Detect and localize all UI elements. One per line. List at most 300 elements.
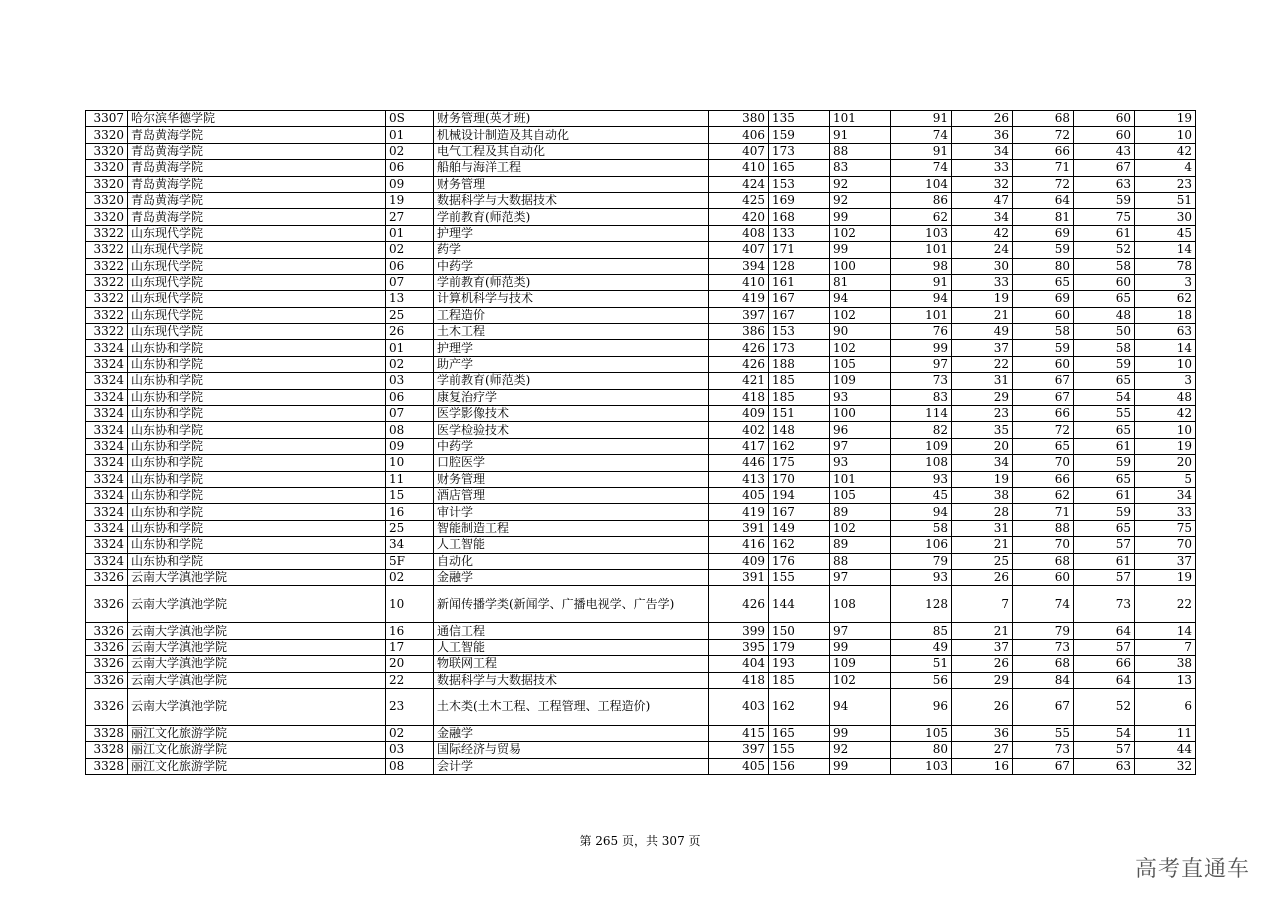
score-col-9-cell: 22: [952, 356, 1013, 372]
score-col-9-cell: 36: [952, 725, 1013, 741]
score-col-6-cell: 149: [769, 520, 830, 536]
score-col-10-cell: 60: [1013, 569, 1074, 585]
major-code-cell: 15: [386, 487, 434, 503]
total-score-cell: 418: [709, 389, 769, 405]
score-col-9-cell: 42: [952, 225, 1013, 241]
school-name-cell: 青岛黄海学院: [128, 143, 386, 159]
score-col-9-cell: 34: [952, 455, 1013, 471]
score-col-12-cell: 42: [1135, 406, 1196, 422]
total-score-cell: 399: [709, 623, 769, 639]
major-code-cell: 08: [386, 422, 434, 438]
major-name-cell: 医学检验技术: [434, 422, 709, 438]
total-score-cell: 402: [709, 422, 769, 438]
score-col-11-cell: 52: [1074, 688, 1135, 725]
score-col-9-cell: 23: [952, 406, 1013, 422]
total-score-cell: 409: [709, 406, 769, 422]
score-col-12-cell: 37: [1135, 553, 1196, 569]
score-col-6-cell: 148: [769, 422, 830, 438]
table-row: [86, 291, 1196, 307]
major-code-cell: 03: [386, 742, 434, 758]
table-row: [86, 225, 1196, 241]
score-col-7-cell: 94: [830, 688, 891, 725]
score-col-7-cell: 101: [830, 111, 891, 127]
major-code-cell: 26: [386, 324, 434, 340]
score-col-6-cell: 173: [769, 143, 830, 159]
score-col-6-cell: 161: [769, 274, 830, 290]
score-col-12-cell: 33: [1135, 504, 1196, 520]
score-col-11-cell: 61: [1074, 438, 1135, 454]
major-code-cell: 0S: [386, 111, 434, 127]
school-code-cell: 3324: [86, 438, 128, 454]
school-code-cell: 3320: [86, 160, 128, 176]
score-col-12-cell: 51: [1135, 192, 1196, 208]
score-col-10-cell: 65: [1013, 274, 1074, 290]
score-col-10-cell: 67: [1013, 758, 1074, 774]
score-col-6-cell: 150: [769, 623, 830, 639]
score-col-10-cell: 66: [1013, 143, 1074, 159]
score-col-10-cell: 68: [1013, 553, 1074, 569]
score-col-11-cell: 65: [1074, 373, 1135, 389]
school-code-cell: 3324: [86, 537, 128, 553]
total-score-cell: 395: [709, 639, 769, 655]
score-col-8-cell: 109: [891, 438, 952, 454]
score-col-7-cell: 88: [830, 143, 891, 159]
total-score-cell: 397: [709, 307, 769, 323]
school-code-cell: 3307: [86, 111, 128, 127]
score-col-9-cell: 28: [952, 504, 1013, 520]
score-col-8-cell: 128: [891, 586, 952, 623]
score-col-9-cell: 26: [952, 688, 1013, 725]
score-col-7-cell: 105: [830, 487, 891, 503]
score-col-11-cell: 65: [1074, 520, 1135, 536]
score-col-10-cell: 73: [1013, 639, 1074, 655]
score-col-10-cell: 74: [1013, 586, 1074, 623]
major-code-cell: 01: [386, 225, 434, 241]
score-col-12-cell: 18: [1135, 307, 1196, 323]
school-name-cell: 云南大学滇池学院: [128, 623, 386, 639]
score-col-10-cell: 62: [1013, 487, 1074, 503]
score-col-8-cell: 79: [891, 553, 952, 569]
score-col-12-cell: 14: [1135, 242, 1196, 258]
score-col-9-cell: 37: [952, 639, 1013, 655]
score-col-8-cell: 91: [891, 143, 952, 159]
score-col-11-cell: 57: [1074, 639, 1135, 655]
major-name-cell: 医学影像技术: [434, 406, 709, 422]
score-col-11-cell: 57: [1074, 537, 1135, 553]
school-name-cell: 哈尔滨华德学院: [128, 111, 386, 127]
table-row: [86, 688, 1196, 725]
major-name-cell: 计算机科学与技术: [434, 291, 709, 307]
score-col-10-cell: 71: [1013, 504, 1074, 520]
score-col-10-cell: 84: [1013, 672, 1074, 688]
total-score-cell: 419: [709, 504, 769, 520]
score-col-6-cell: 175: [769, 455, 830, 471]
table-row: [86, 274, 1196, 290]
score-col-12-cell: 19: [1135, 569, 1196, 585]
major-code-cell: 06: [386, 160, 434, 176]
score-col-6-cell: 173: [769, 340, 830, 356]
school-code-cell: 3326: [86, 639, 128, 655]
major-code-cell: 10: [386, 586, 434, 623]
major-code-cell: 11: [386, 471, 434, 487]
score-col-10-cell: 58: [1013, 324, 1074, 340]
school-name-cell: 青岛黄海学院: [128, 192, 386, 208]
score-col-12-cell: 19: [1135, 111, 1196, 127]
major-code-cell: 27: [386, 209, 434, 225]
school-code-cell: 3326: [86, 623, 128, 639]
major-name-cell: 药学: [434, 242, 709, 258]
major-code-cell: 22: [386, 672, 434, 688]
school-name-cell: 云南大学滇池学院: [128, 586, 386, 623]
school-code-cell: 3328: [86, 725, 128, 741]
table-row: [86, 258, 1196, 274]
school-code-cell: 3320: [86, 127, 128, 143]
table-row: [86, 127, 1196, 143]
score-col-6-cell: 151: [769, 406, 830, 422]
table-row: [86, 307, 1196, 323]
school-name-cell: 丽江文化旅游学院: [128, 725, 386, 741]
score-col-6-cell: 188: [769, 356, 830, 372]
table-body: [86, 111, 1196, 775]
school-code-cell: 3324: [86, 422, 128, 438]
school-code-cell: 3322: [86, 274, 128, 290]
score-col-10-cell: 72: [1013, 422, 1074, 438]
score-col-7-cell: 102: [830, 225, 891, 241]
major-name-cell: 人工智能: [434, 537, 709, 553]
school-name-cell: 山东协和学院: [128, 504, 386, 520]
major-code-cell: 06: [386, 389, 434, 405]
score-col-6-cell: 167: [769, 291, 830, 307]
score-col-11-cell: 48: [1074, 307, 1135, 323]
score-col-6-cell: 133: [769, 225, 830, 241]
score-col-12-cell: 38: [1135, 656, 1196, 672]
score-col-9-cell: 35: [952, 422, 1013, 438]
score-col-8-cell: 94: [891, 291, 952, 307]
score-col-8-cell: 62: [891, 209, 952, 225]
score-col-6-cell: 162: [769, 438, 830, 454]
score-col-8-cell: 101: [891, 242, 952, 258]
score-col-8-cell: 85: [891, 623, 952, 639]
table-row: [86, 192, 1196, 208]
major-code-cell: 16: [386, 623, 434, 639]
total-score-cell: 410: [709, 160, 769, 176]
score-col-7-cell: 99: [830, 758, 891, 774]
score-col-11-cell: 65: [1074, 291, 1135, 307]
score-col-10-cell: 81: [1013, 209, 1074, 225]
score-col-12-cell: 11: [1135, 725, 1196, 741]
score-col-7-cell: 102: [830, 520, 891, 536]
major-name-cell: 财务管理: [434, 471, 709, 487]
score-col-10-cell: 60: [1013, 307, 1074, 323]
major-name-cell: 护理学: [434, 225, 709, 241]
total-score-cell: 446: [709, 455, 769, 471]
score-col-11-cell: 50: [1074, 324, 1135, 340]
school-code-cell: 3322: [86, 258, 128, 274]
major-name-cell: 数据科学与大数据技术: [434, 192, 709, 208]
score-col-12-cell: 45: [1135, 225, 1196, 241]
score-col-12-cell: 10: [1135, 422, 1196, 438]
score-col-11-cell: 60: [1074, 111, 1135, 127]
score-col-11-cell: 66: [1074, 656, 1135, 672]
school-name-cell: 山东协和学院: [128, 537, 386, 553]
score-col-9-cell: 34: [952, 209, 1013, 225]
major-name-cell: 数据科学与大数据技术: [434, 672, 709, 688]
school-code-cell: 3322: [86, 324, 128, 340]
major-code-cell: 09: [386, 438, 434, 454]
school-code-cell: 3320: [86, 143, 128, 159]
major-name-cell: 中药学: [434, 258, 709, 274]
school-name-cell: 山东协和学院: [128, 373, 386, 389]
total-score-cell: 406: [709, 127, 769, 143]
major-name-cell: 学前教育(师范类): [434, 209, 709, 225]
table-row: [86, 422, 1196, 438]
score-col-9-cell: 7: [952, 586, 1013, 623]
table-row: [86, 389, 1196, 405]
total-score-cell: 418: [709, 672, 769, 688]
score-col-8-cell: 105: [891, 725, 952, 741]
major-name-cell: 人工智能: [434, 639, 709, 655]
table-row: [86, 725, 1196, 741]
total-score-cell: 408: [709, 225, 769, 241]
major-code-cell: 07: [386, 406, 434, 422]
school-code-cell: 3322: [86, 225, 128, 241]
school-code-cell: 3326: [86, 672, 128, 688]
score-col-7-cell: 99: [830, 209, 891, 225]
score-col-9-cell: 19: [952, 471, 1013, 487]
table-row: [86, 406, 1196, 422]
school-name-cell: 山东协和学院: [128, 340, 386, 356]
major-code-cell: 02: [386, 356, 434, 372]
major-code-cell: 09: [386, 176, 434, 192]
score-col-11-cell: 64: [1074, 623, 1135, 639]
score-col-10-cell: 71: [1013, 160, 1074, 176]
school-code-cell: 3322: [86, 307, 128, 323]
table-row: [86, 504, 1196, 520]
table-row: [86, 742, 1196, 758]
score-col-9-cell: 31: [952, 520, 1013, 536]
score-col-8-cell: 101: [891, 307, 952, 323]
score-col-9-cell: 26: [952, 111, 1013, 127]
major-code-cell: 02: [386, 725, 434, 741]
school-name-cell: 山东协和学院: [128, 356, 386, 372]
score-col-11-cell: 43: [1074, 143, 1135, 159]
score-col-10-cell: 88: [1013, 520, 1074, 536]
table-row: [86, 340, 1196, 356]
table-row: [86, 537, 1196, 553]
total-score-cell: 404: [709, 656, 769, 672]
table-row: [86, 553, 1196, 569]
table-row: [86, 758, 1196, 774]
school-name-cell: 山东现代学院: [128, 307, 386, 323]
total-score-cell: 421: [709, 373, 769, 389]
score-col-11-cell: 63: [1074, 176, 1135, 192]
major-name-cell: 康复治疗学: [434, 389, 709, 405]
total-score-cell: 424: [709, 176, 769, 192]
major-name-cell: 新闻传播学类(新闻学、广播电视学、广告学): [434, 586, 709, 623]
school-name-cell: 云南大学滇池学院: [128, 672, 386, 688]
page-footer: 第 265 页，共 307 页: [579, 834, 701, 848]
score-col-11-cell: 58: [1074, 258, 1135, 274]
school-name-cell: 丽江文化旅游学院: [128, 742, 386, 758]
total-score-cell: 407: [709, 242, 769, 258]
score-col-10-cell: 70: [1013, 537, 1074, 553]
score-col-8-cell: 114: [891, 406, 952, 422]
score-col-6-cell: 168: [769, 209, 830, 225]
score-col-7-cell: 102: [830, 672, 891, 688]
school-name-cell: 山东现代学院: [128, 274, 386, 290]
table-row: [86, 176, 1196, 192]
score-col-11-cell: 75: [1074, 209, 1135, 225]
table-row: [86, 160, 1196, 176]
score-col-8-cell: 91: [891, 111, 952, 127]
score-col-8-cell: 86: [891, 192, 952, 208]
score-col-8-cell: 104: [891, 176, 952, 192]
total-score-cell: 380: [709, 111, 769, 127]
major-name-cell: 智能制造工程: [434, 520, 709, 536]
score-col-6-cell: 155: [769, 742, 830, 758]
score-col-6-cell: 135: [769, 111, 830, 127]
score-col-10-cell: 68: [1013, 656, 1074, 672]
score-col-6-cell: 194: [769, 487, 830, 503]
score-col-8-cell: 99: [891, 340, 952, 356]
score-col-6-cell: 169: [769, 192, 830, 208]
score-col-9-cell: 33: [952, 160, 1013, 176]
score-col-8-cell: 56: [891, 672, 952, 688]
score-col-8-cell: 74: [891, 160, 952, 176]
score-col-10-cell: 65: [1013, 438, 1074, 454]
total-score-cell: 415: [709, 725, 769, 741]
score-col-10-cell: 72: [1013, 176, 1074, 192]
major-name-cell: 金融学: [434, 569, 709, 585]
school-code-cell: 3324: [86, 553, 128, 569]
score-col-6-cell: 185: [769, 373, 830, 389]
score-col-12-cell: 34: [1135, 487, 1196, 503]
score-col-11-cell: 60: [1074, 127, 1135, 143]
score-col-6-cell: 144: [769, 586, 830, 623]
school-code-cell: 3322: [86, 242, 128, 258]
school-code-cell: 3328: [86, 742, 128, 758]
major-name-cell: 电气工程及其自动化: [434, 143, 709, 159]
score-col-9-cell: 29: [952, 672, 1013, 688]
score-col-8-cell: 96: [891, 688, 952, 725]
school-name-cell: 青岛黄海学院: [128, 209, 386, 225]
score-col-12-cell: 62: [1135, 291, 1196, 307]
score-col-9-cell: 21: [952, 623, 1013, 639]
school-name-cell: 山东协和学院: [128, 487, 386, 503]
watermark: 高考直通车: [1134, 857, 1250, 882]
score-col-8-cell: 91: [891, 274, 952, 290]
table-row: [86, 455, 1196, 471]
score-col-10-cell: 55: [1013, 725, 1074, 741]
score-col-7-cell: 100: [830, 406, 891, 422]
score-col-7-cell: 92: [830, 176, 891, 192]
score-col-12-cell: 10: [1135, 127, 1196, 143]
table-row: [86, 672, 1196, 688]
score-col-9-cell: 37: [952, 340, 1013, 356]
score-col-12-cell: 7: [1135, 639, 1196, 655]
score-col-7-cell: 99: [830, 639, 891, 655]
total-score-cell: 405: [709, 758, 769, 774]
major-code-cell: 03: [386, 373, 434, 389]
score-col-7-cell: 102: [830, 340, 891, 356]
school-code-cell: 3324: [86, 406, 128, 422]
table-row: [86, 209, 1196, 225]
score-col-7-cell: 97: [830, 623, 891, 639]
major-code-cell: 02: [386, 143, 434, 159]
score-col-7-cell: 99: [830, 242, 891, 258]
major-name-cell: 自动化: [434, 553, 709, 569]
score-col-11-cell: 73: [1074, 586, 1135, 623]
score-col-6-cell: 162: [769, 537, 830, 553]
total-score-cell: 413: [709, 471, 769, 487]
school-name-cell: 云南大学滇池学院: [128, 569, 386, 585]
score-col-6-cell: 153: [769, 324, 830, 340]
score-col-7-cell: 83: [830, 160, 891, 176]
school-code-cell: 3324: [86, 455, 128, 471]
score-col-10-cell: 72: [1013, 127, 1074, 143]
school-name-cell: 青岛黄海学院: [128, 160, 386, 176]
score-col-6-cell: 159: [769, 127, 830, 143]
score-col-6-cell: 165: [769, 160, 830, 176]
score-col-12-cell: 70: [1135, 537, 1196, 553]
score-col-12-cell: 6: [1135, 688, 1196, 725]
total-score-cell: 391: [709, 569, 769, 585]
score-col-8-cell: 93: [891, 471, 952, 487]
school-name-cell: 山东协和学院: [128, 471, 386, 487]
total-score-cell: 397: [709, 742, 769, 758]
score-col-11-cell: 57: [1074, 742, 1135, 758]
score-col-10-cell: 59: [1013, 242, 1074, 258]
school-name-cell: 山东现代学院: [128, 242, 386, 258]
score-col-8-cell: 98: [891, 258, 952, 274]
score-col-12-cell: 30: [1135, 209, 1196, 225]
score-col-11-cell: 57: [1074, 569, 1135, 585]
total-score-cell: 409: [709, 553, 769, 569]
score-col-12-cell: 44: [1135, 742, 1196, 758]
major-name-cell: 护理学: [434, 340, 709, 356]
major-code-cell: 16: [386, 504, 434, 520]
score-col-12-cell: 75: [1135, 520, 1196, 536]
school-name-cell: 山东现代学院: [128, 258, 386, 274]
score-col-8-cell: 73: [891, 373, 952, 389]
major-code-cell: 13: [386, 291, 434, 307]
total-score-cell: 420: [709, 209, 769, 225]
school-code-cell: 3324: [86, 373, 128, 389]
table-row: [86, 639, 1196, 655]
major-name-cell: 财务管理: [434, 176, 709, 192]
score-col-7-cell: 93: [830, 455, 891, 471]
score-col-6-cell: 156: [769, 758, 830, 774]
major-name-cell: 学前教育(师范类): [434, 373, 709, 389]
score-col-9-cell: 25: [952, 553, 1013, 569]
score-col-6-cell: 185: [769, 672, 830, 688]
score-col-12-cell: 42: [1135, 143, 1196, 159]
total-score-cell: 407: [709, 143, 769, 159]
score-col-8-cell: 82: [891, 422, 952, 438]
score-col-10-cell: 67: [1013, 688, 1074, 725]
school-name-cell: 山东现代学院: [128, 324, 386, 340]
score-col-9-cell: 19: [952, 291, 1013, 307]
major-name-cell: 酒店管理: [434, 487, 709, 503]
score-col-11-cell: 65: [1074, 471, 1135, 487]
score-col-9-cell: 20: [952, 438, 1013, 454]
score-col-12-cell: 5: [1135, 471, 1196, 487]
major-name-cell: 物联网工程: [434, 656, 709, 672]
score-col-7-cell: 97: [830, 438, 891, 454]
score-col-9-cell: 38: [952, 487, 1013, 503]
score-col-11-cell: 59: [1074, 356, 1135, 372]
school-name-cell: 山东协和学院: [128, 389, 386, 405]
